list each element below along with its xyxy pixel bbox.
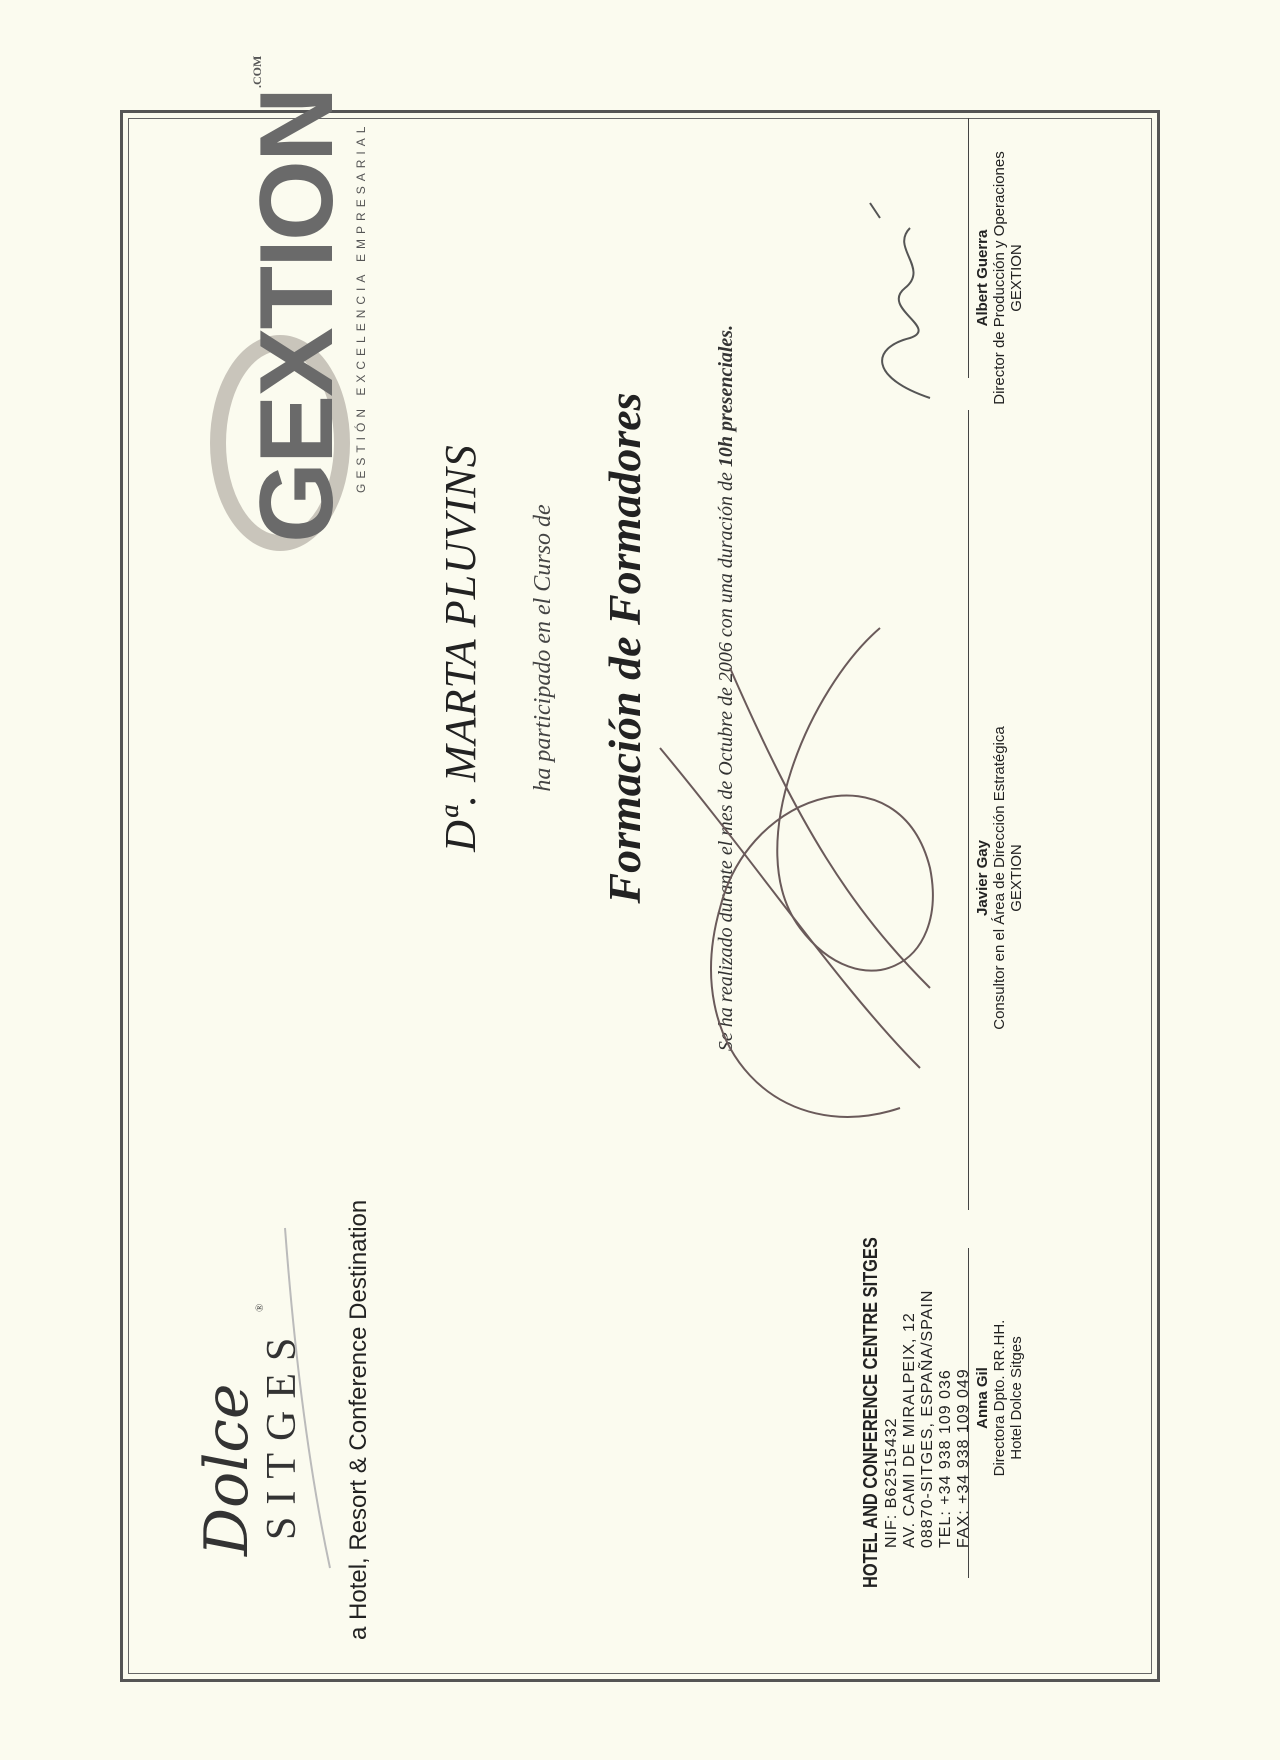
- signature-line-3: [968, 118, 969, 378]
- course-title: Formación de Formadores: [599, 392, 650, 904]
- duration-sentence: Se ha realizado durante el mes de Octubre de 2006 con una duración de: [715, 472, 737, 1052]
- signatory-role: Directora Dpto. RR.HH.: [991, 1319, 1008, 1477]
- signature-albert-guerra: [850, 178, 960, 418]
- signatory-role: Consultor en el Área de Dirección Estratégica: [991, 726, 1008, 1030]
- participation-text: ha participado en el Curso de: [530, 504, 556, 792]
- signatory-1: [974, 1298, 1025, 1498]
- gextion-suffix: .COM: [250, 55, 264, 88]
- recipient-name: Dª. MARTA PLUVINS: [436, 444, 485, 852]
- stamp-title: HOTEL AND CONFERENCE CENTRE SITGES: [860, 1237, 882, 1588]
- signatory-name: Javier Gay: [974, 840, 991, 916]
- signatory-name: Albert Guerra: [974, 229, 991, 327]
- hotel-tagline: a Hotel, Resort & Conference Destination: [345, 1199, 372, 1640]
- signature-javier-gay: [600, 608, 960, 1168]
- signatory-org: Hotel Dolce Sitges: [1008, 1336, 1025, 1460]
- stamp-tel: TEL: +34 938 109 036: [937, 1369, 954, 1548]
- stamp-city: 08870-SITGES, ESPAÑA/SPAIN: [919, 1289, 936, 1548]
- signatory-3: [974, 108, 1025, 448]
- signature-line-1: [968, 1248, 969, 1578]
- signatory-role: Director de Producción y Operaciones: [991, 151, 1008, 405]
- logo-swoosh-icon: [280, 1218, 340, 1578]
- hotel-stamp: [860, 1160, 973, 1588]
- stamp-fax: FAX: +34 938 109 049: [955, 1368, 972, 1548]
- duration-hours: 10h presenciales.: [715, 324, 737, 468]
- signatory-org: GEXTION: [1008, 244, 1025, 312]
- dolce-script-logo: Dolce: [192, 1383, 262, 1556]
- stamp-nif: NIF: B62515432: [883, 1417, 900, 1548]
- signatory-name: Anna Gil: [974, 1367, 991, 1429]
- gextion-wordmark: GEXTION: [239, 88, 355, 543]
- signatory-2: [974, 648, 1025, 1108]
- sitges-wordmark: SITGES: [259, 1325, 305, 1540]
- registered-mark: ®: [254, 1303, 266, 1312]
- stamp-address: AV. CAMI DE MIRALPEIX, 12: [901, 1312, 918, 1548]
- certificate: [130, 55, 1148, 1668]
- signature-line-2: [968, 410, 969, 1210]
- gextion-subtitle: GESTIÓN EXCELENCIA EMPRESARIAL: [354, 121, 368, 493]
- signatory-org: GEXTION: [1008, 844, 1025, 912]
